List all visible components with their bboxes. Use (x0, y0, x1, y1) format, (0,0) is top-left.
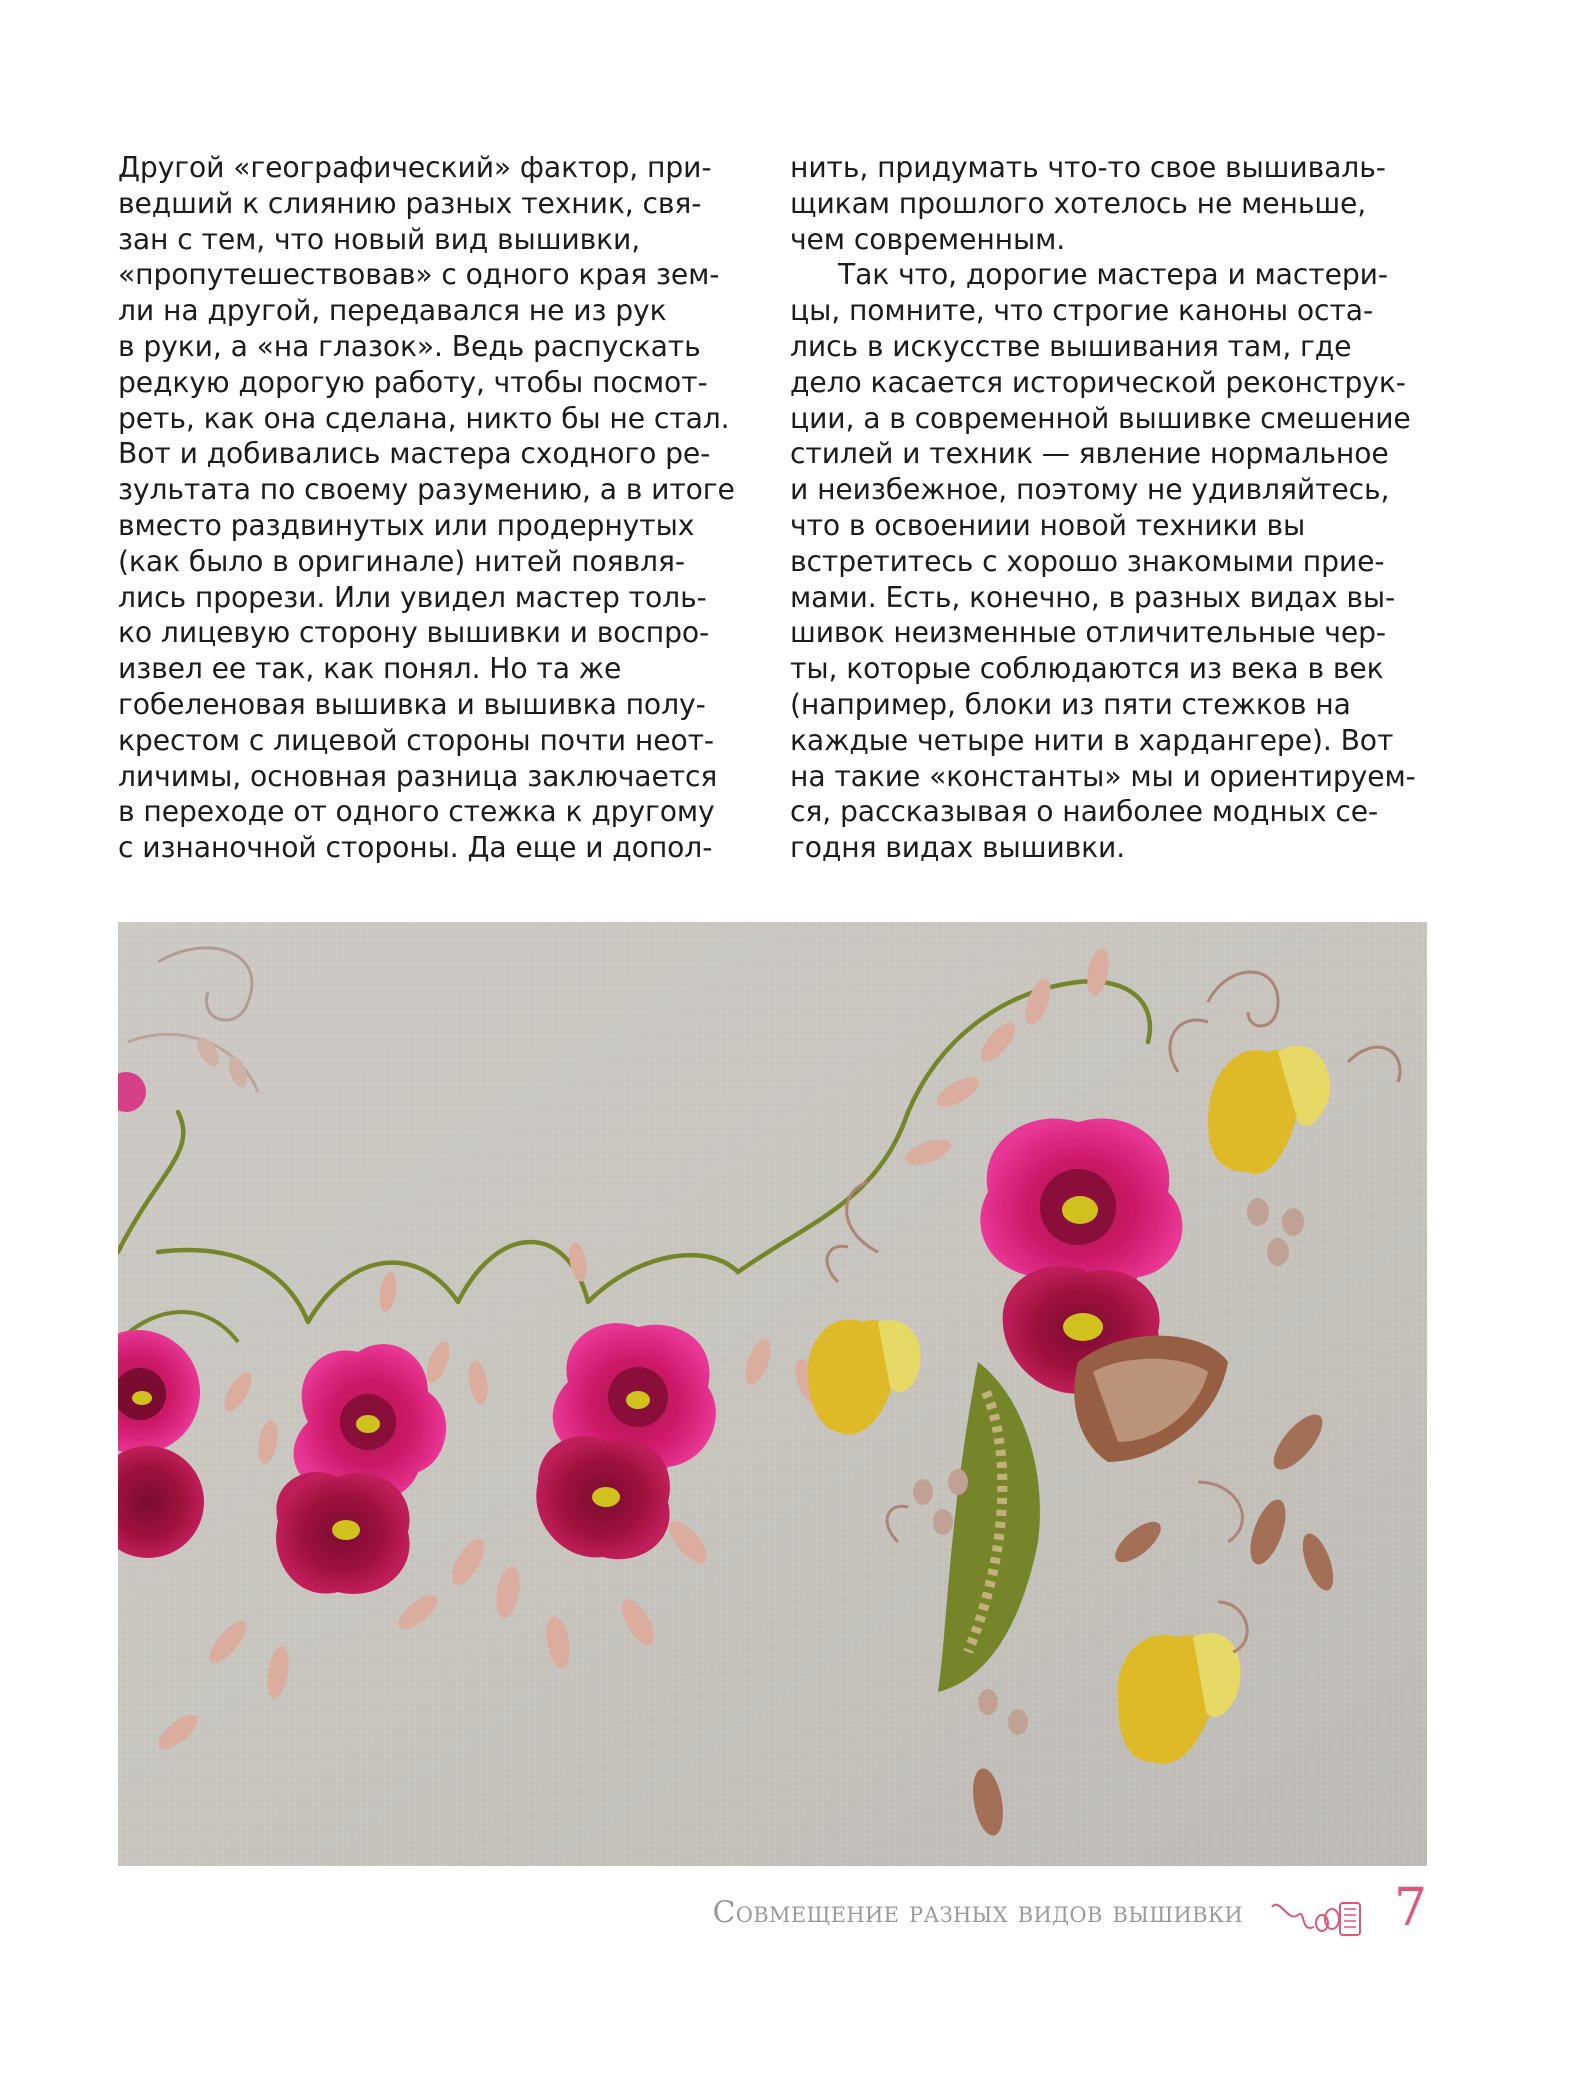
thread-spool-icon (1270, 1893, 1366, 1945)
text-line: чем современным. (790, 222, 1066, 256)
text-line: реть, как она сделана, никто бы не стал. (118, 401, 730, 435)
page-number: 7 (1394, 1878, 1428, 1938)
text-line: встретитесь с хорошо знакомыми прие- (790, 544, 1385, 578)
text-line: ции, а в современной вышивке смешение (790, 401, 1411, 435)
embroidery-illustration (118, 922, 1427, 1866)
text-line: ко лицевую сторону вышивки и воспро- (118, 616, 710, 650)
text-line: годня видах вышивки. (790, 831, 1126, 865)
text-line: лись прорези. Или увидел мастер толь- (118, 580, 707, 614)
text-line: зан с тем, что новый вид вышивки, (118, 222, 641, 256)
text-line: ведший к слиянию разных техник, свя- (118, 186, 702, 220)
text-line: и неизбежное, поэтому не удивляйтесь, (790, 473, 1390, 507)
text-line: Другой «географический» фактор, при- (118, 151, 712, 184)
text-line: цы, помните, что строгие каноны оста- (790, 294, 1374, 328)
text-line: ся, рассказывая о наиболее модных се- (790, 795, 1379, 829)
text-line: зультата по своему разумению, а в итоге (118, 473, 735, 507)
text-line: с изнаночной стороны. Да еще и допол- (118, 831, 713, 865)
text-line: вместо раздвинутых или продернутых (118, 508, 695, 542)
embroidery-photo (118, 922, 1427, 1866)
text-line: ты, которые соблюдаются из века в век (790, 652, 1384, 686)
text-line: в переходе от одного стежка к другому (118, 795, 715, 829)
text-line: извел ее так, как понял. Но та же (118, 652, 622, 686)
section-title: Совмещение разных видов вышивки (712, 1895, 1243, 1930)
paragraph-start-line: Так что, дорогие мастера и мастери- (838, 258, 1388, 292)
text-line: на такие «константы» мы и ориентируем- (790, 759, 1416, 793)
text-line: стилей и техник — явление нормальное (790, 437, 1389, 471)
text-line: лись в искусстве вышивания там, где (790, 329, 1352, 363)
text-line: личимы, основная разница заключается (118, 759, 718, 793)
text-line: Вот и добивались мастера сходного ре- (118, 437, 711, 471)
text-line: мами. Есть, конечно, в разных видах вы- (790, 580, 1396, 614)
text-column-left (118, 150, 744, 866)
text-line: что в освоениии новой техники вы (790, 508, 1306, 542)
text-line: шивок неизменные отличительные чер- (790, 616, 1386, 650)
text-line: в руки, а «на глазок». Ведь распускать (118, 329, 701, 363)
text-line: каждые четыре нити в хардангере). Вот (790, 723, 1394, 757)
text-line: крестом с лицевой стороны почти неот- (118, 723, 714, 757)
text-line: нить, придумать что-то свое вышиваль- (790, 151, 1386, 184)
text-line: (как было в оригинале) нитей появля- (118, 544, 685, 578)
text-line: ли на другой, передавался не из рук (118, 294, 667, 328)
text-column-right (790, 150, 1420, 866)
text-line: редкую дорогую работу, чтобы посмот- (118, 365, 708, 399)
text-line: гобеленовая вышивка и вышивка полу- (118, 687, 706, 721)
text-line: дело касается исторической реконструк- (790, 365, 1406, 399)
text-line: «пропутешествовав» с одного края зем- (118, 258, 720, 292)
text-line: щикам прошлого хотелось не меньше, (790, 186, 1367, 220)
text-line: (например, блоки из пяти стежков на (790, 687, 1351, 721)
